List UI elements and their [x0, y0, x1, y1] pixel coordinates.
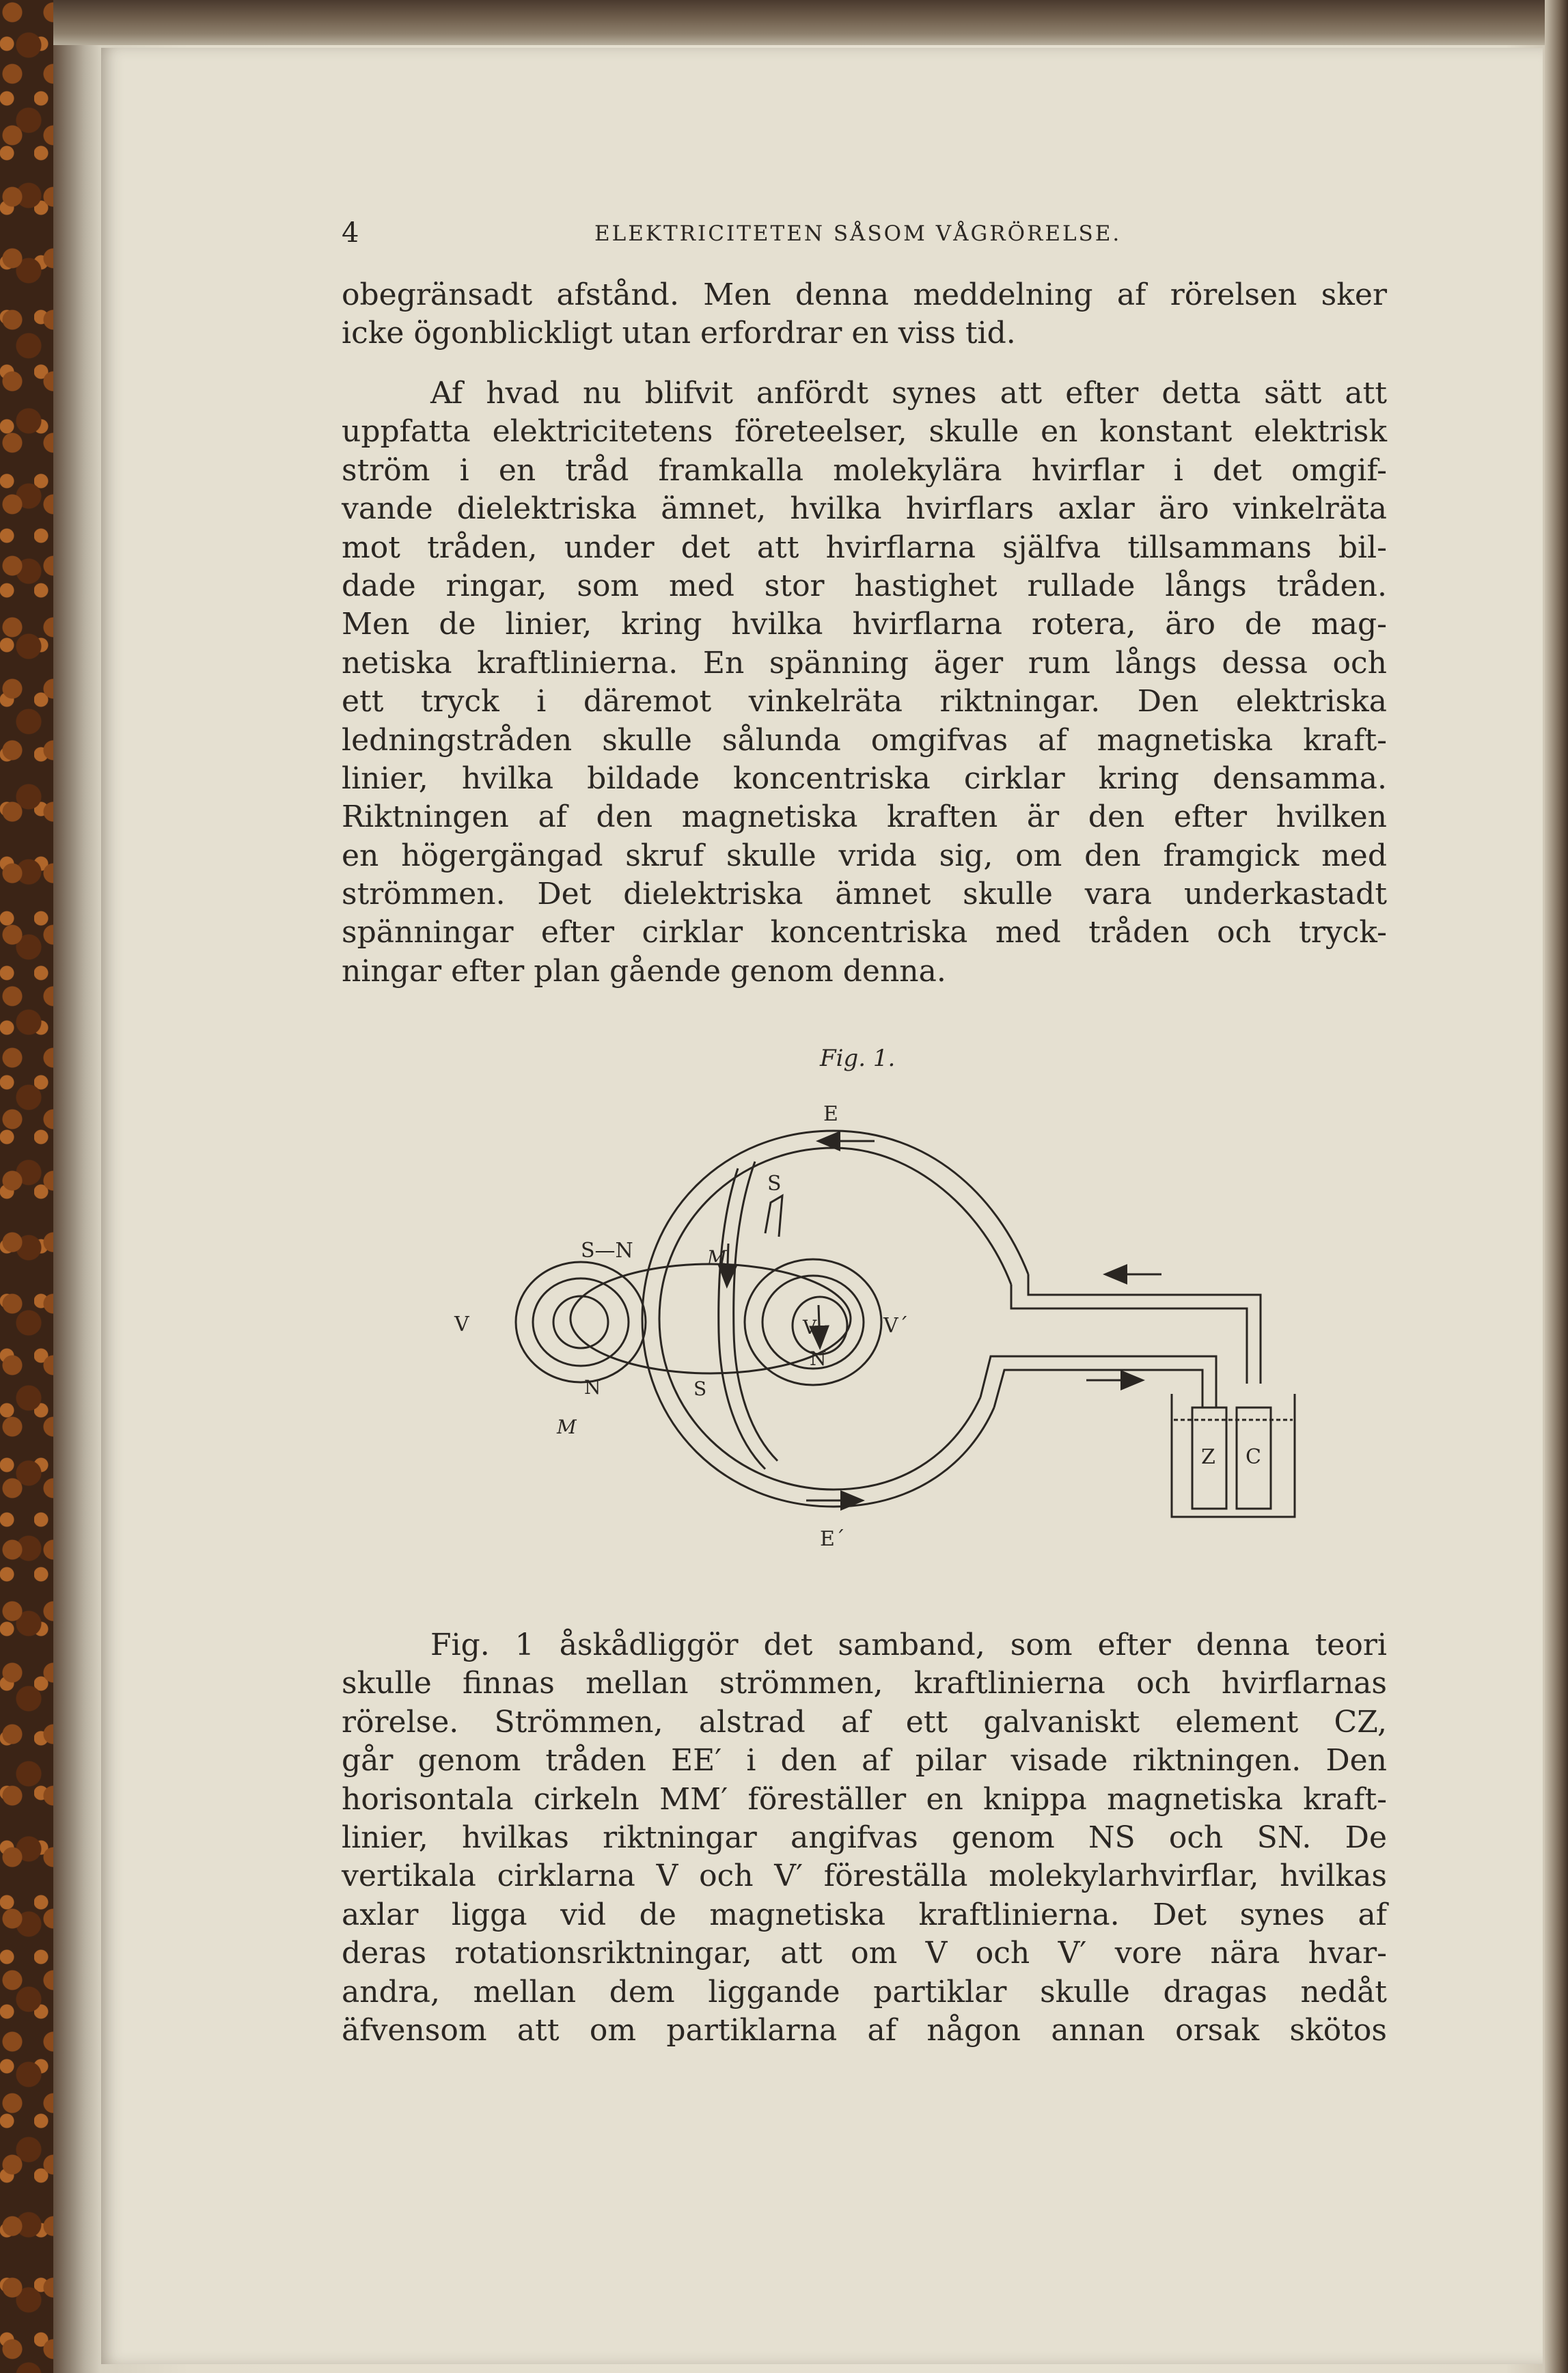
marbled-cover-left — [0, 0, 53, 2373]
label-s-bottom: S — [693, 1377, 707, 1400]
text-line: linier, hvilka bildade koncentriska cirklar kring densamma. — [342, 760, 1387, 796]
text-line: spänningar efter cirklar koncentriska med tråden och tryck- — [342, 915, 1387, 950]
vortex-v-inner — [533, 1278, 629, 1366]
text-line: deras rotationsriktningar, att om V och V′ vore nära hvar- — [342, 1936, 1387, 1971]
text-line: ningar efter plan gående genom denna. — [342, 953, 946, 989]
label-sn-top: S—N — [581, 1239, 633, 1263]
text-line: ett tryck i däremot vinkelräta riktningar. Den elektriska — [342, 684, 1387, 719]
figure-1-diagram — [437, 1039, 1325, 1585]
arrow-centre-wire — [727, 1244, 728, 1285]
wire-bottom-right-inner — [980, 1356, 1216, 1408]
text-line: uppfatta elektricitetens företeelser, skulle en konstant elektrisk — [342, 414, 1387, 450]
text-line: Men de linier, kring hvilka hvirflarna rotera, äro de mag- — [342, 607, 1387, 642]
paragraph-2 — [342, 374, 1387, 991]
text-line: vande dielektriska ämnet, hvilka hvirflars axlar äro vinkelräta — [342, 491, 1387, 527]
wire-top-right-inner — [1011, 1285, 1247, 1384]
text-line: Fig. 1 åskådliggör det samband, som efter denna teori — [430, 1628, 1387, 1662]
text-line: icke ögonblickligt utan erfordrar en viss tid. — [342, 316, 1016, 351]
text-line: dade ringar, som med stor hastighet rullade långs tråden. — [342, 568, 1387, 603]
running-title: ELEKTRICITETEN SÅSOM VÅGRÖRELSE. — [594, 221, 1122, 246]
text-line: ledningstråden skulle sålunda omgifvas af magnetiska kraft- — [342, 722, 1387, 758]
text-line: mot tråden, under det att hvirflarna själfva tillsammans bil- — [342, 530, 1387, 565]
battery-jar — [1172, 1394, 1295, 1517]
text-line: strömmen. Det dielektriska ämnet skulle vara underkastadt — [342, 877, 1387, 912]
arrow-vortex-inner — [819, 1305, 820, 1346]
label-c: C — [1246, 1445, 1261, 1469]
label-n-bottom: N — [584, 1376, 601, 1399]
probe-s — [765, 1196, 782, 1237]
label-v-prime: V´ — [883, 1314, 909, 1338]
wire-loop-outer — [642, 1131, 1028, 1507]
label-e-top: E — [823, 1102, 838, 1126]
text-line: vertikala cirklarna V och V′ föreställa molekylarhvirflar, hvilkas — [342, 1858, 1387, 1894]
text-line: ström i en tråd framkalla molekylära hvirflar i det omgif- — [342, 452, 1387, 488]
text-line: netiska kraftlinierna. En spänning äger rum långs dessa och — [342, 645, 1387, 681]
paragraph-1 — [342, 276, 1387, 353]
book-cover-top-edge — [0, 0, 1568, 45]
label-v-inner: V — [803, 1316, 817, 1339]
text-line: linier, hvilkas riktningar angifvas genom NS och SN. De — [342, 1820, 1387, 1855]
paragraph-3 — [342, 1626, 1387, 2050]
label-s-top: S — [767, 1172, 782, 1196]
text-line: äfvensom att om partiklarna af någon annan orsak skötos — [342, 2012, 1387, 2048]
text-line: en högergängad skruf skulle vrida sig, om den framgick med — [342, 838, 1387, 873]
page-edge-right — [1545, 0, 1568, 2373]
running-head — [342, 217, 1407, 251]
text-line: andra, mellan dem liggande partiklar skulle dragas nedåt — [342, 1974, 1387, 2009]
wire-top-right — [1028, 1274, 1261, 1384]
wire-loop-inner — [659, 1148, 1011, 1490]
label-z: Z — [1201, 1445, 1215, 1469]
text-line: Af hvad nu blifvit anfördt synes att efter detta sätt att — [430, 376, 1387, 411]
label-n-right: N — [810, 1347, 827, 1370]
text-line: rörelse. Strömmen, alstrad af ett galvaniskt element CZ, — [342, 1704, 1387, 1740]
text-line: axlar ligga vid de magnetiska kraftlinierna. Det synes af — [342, 1897, 1387, 1932]
label-m-bottom: M — [557, 1416, 577, 1438]
text-line: går genom tråden EE′ i den af pilar visade riktningen. Den — [342, 1743, 1387, 1779]
figure-caption: Fig. 1. — [820, 1045, 896, 1072]
text-line: Riktningen af den magnetiska kraften är den efter hvilken — [342, 799, 1387, 835]
vortex-v-outer — [516, 1262, 646, 1382]
text-line: obegränsadt afstånd. Men denna meddelning af rörelsen sker — [342, 277, 1387, 312]
label-m-top: M — [707, 1246, 727, 1269]
text-line: horisontala cirkeln MM′ föreställer en knippa magnetiska kraft- — [342, 1781, 1387, 1817]
text-line: skulle finnas mellan strömmen, kraftlinierna och hvirflarnas — [342, 1666, 1387, 1701]
label-v-left: V — [454, 1313, 469, 1336]
page-number: 4 — [342, 217, 359, 249]
label-e-bottom: E´ — [820, 1527, 845, 1551]
figure-1 — [437, 1039, 1325, 1585]
